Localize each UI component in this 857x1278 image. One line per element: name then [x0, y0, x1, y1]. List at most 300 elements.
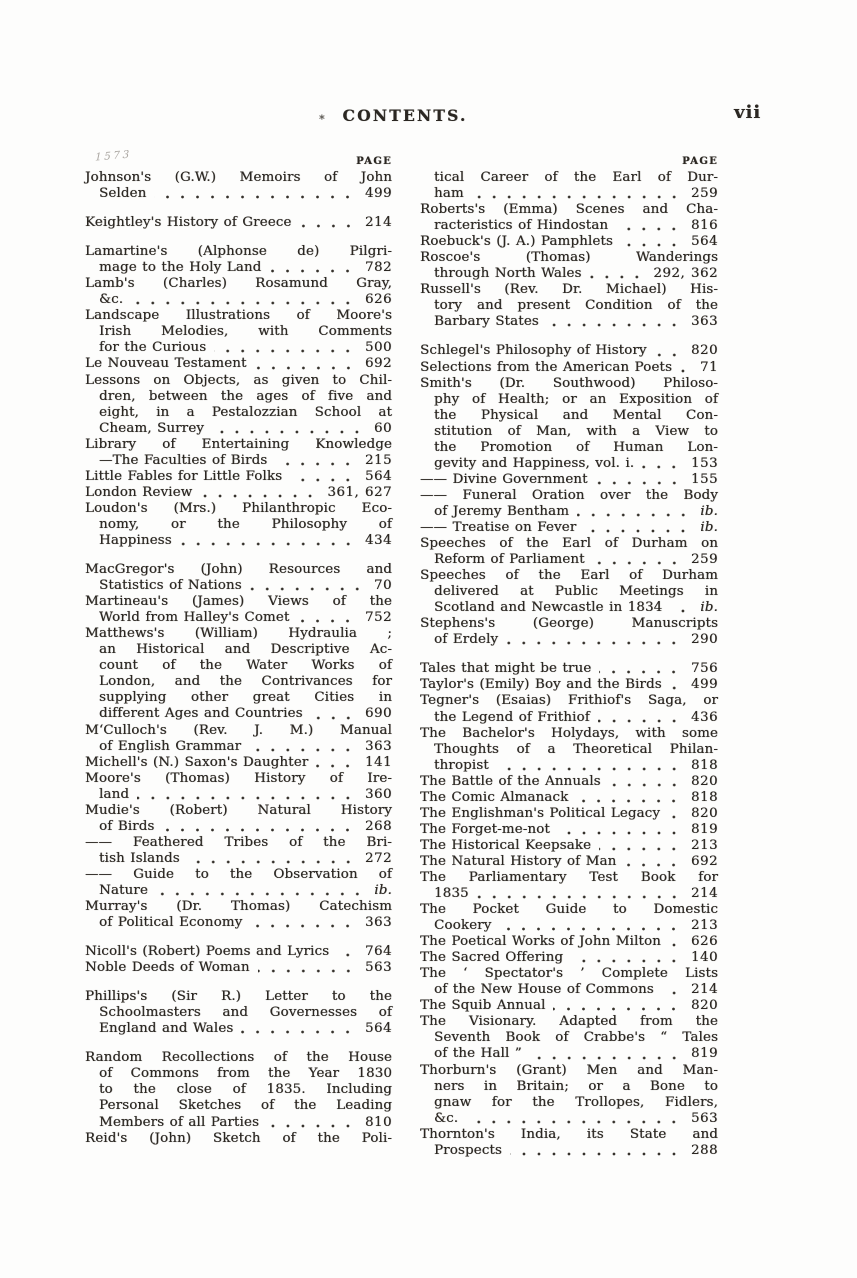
entry-page-number: 363	[364, 738, 392, 754]
dot-leader	[241, 1030, 361, 1034]
toc-entry-line: The Visionary. Adapted from the	[420, 1014, 718, 1030]
entry-page-number: 259	[690, 552, 718, 568]
dot-leader	[162, 828, 360, 832]
entry-page-number: 818	[690, 757, 718, 773]
toc-entry	[85, 244, 392, 276]
toc-entry-line: Landscape Illustrations of Moore's	[85, 308, 392, 324]
toc-entry-line: Speeches of the Earl of Durham on	[420, 536, 718, 552]
toc-entry-line	[420, 314, 718, 330]
toc-entry-line: Roberts's (Emma) Scenes and Cha-	[420, 202, 718, 218]
dot-leader	[188, 860, 361, 864]
entry-title-text: Schlegel's Philosophy of History	[420, 343, 647, 359]
entry-page-number: 213	[690, 837, 718, 853]
dot-leader	[269, 269, 361, 273]
entry-title-text: Statistics of Nations	[99, 578, 242, 594]
toc-entry-line: Lamartine's (Alphonse de) Pilgri-	[85, 244, 392, 260]
entry-page-number: 436	[690, 709, 718, 725]
toc-entry	[85, 501, 392, 549]
entry-page-number: 360	[364, 786, 392, 802]
dot-leader	[624, 863, 687, 867]
dot-leader	[316, 764, 361, 768]
toc-entry-line: stitution of Man, with a View to	[434, 423, 718, 439]
dot-leader	[200, 494, 323, 498]
entry-title-text: Reform of Parliament	[434, 552, 585, 568]
toc-entry	[85, 356, 392, 372]
toc-entry	[420, 838, 718, 854]
entry-title-text: The Comic Almanack	[420, 789, 569, 805]
dot-leader	[670, 686, 687, 690]
toc-entry	[85, 215, 392, 231]
toc-entry-line: Lamb's (Charles) Rosamund Gray,	[85, 276, 392, 292]
entry-title-text: of English Grammar	[99, 738, 242, 754]
toc-entry-line: —— Funeral Oration over the Body	[420, 487, 718, 503]
toc-entry-line: of Commons from the Year 1830	[99, 1066, 392, 1082]
entry-title-text: —— Divine Government	[420, 471, 588, 487]
toc-entry-line	[85, 186, 392, 202]
toc-entry-line	[85, 706, 392, 722]
toc-entry-line: Russell's (Rev. Dr. Michael) His-	[420, 282, 718, 298]
toc-entry	[85, 867, 392, 899]
entry-title-text: Taylor's (Emily) Boy and the Birds	[420, 677, 662, 693]
toc-entry	[85, 1131, 392, 1147]
toc-entry	[420, 616, 718, 648]
toc-entry-line	[420, 456, 718, 472]
toc-entry	[420, 1063, 718, 1127]
toc-entry-line: Moore's (Thomas) History of Ire-	[85, 770, 392, 786]
dot-leader	[599, 847, 687, 851]
toc-entry	[420, 282, 718, 330]
toc-entry-line: M‘Culloch's (Rev. J. M.) Manual	[85, 722, 392, 738]
entry-title-text: The Poetical Works of John Milton	[420, 934, 661, 950]
entry-title-text: The Battle of the Annuals	[420, 773, 601, 789]
toc-entry-line	[85, 1021, 392, 1037]
toc-entry-line	[85, 421, 392, 437]
entry-page-number: 268	[364, 818, 392, 834]
entry-title-text: the Legend of Frithiof	[434, 709, 590, 725]
toc-entry-line	[85, 883, 392, 899]
toc-entry	[420, 677, 718, 693]
entry-page-number: 215	[364, 452, 392, 468]
entry-title-text: Happiness	[99, 532, 172, 548]
toc-entry-line	[420, 600, 718, 616]
entry-page-number: 820	[690, 343, 718, 359]
toc-entry	[85, 373, 392, 437]
toc-entry-line	[85, 469, 392, 485]
entry-title-text: Keightley's History of Greece	[85, 215, 292, 231]
toc-entry	[420, 488, 718, 520]
toc-column-right	[420, 154, 718, 1159]
entry-page-number: ib.	[700, 519, 718, 535]
entry-title-text: London Review	[85, 484, 193, 500]
toc-entry-line	[420, 950, 718, 966]
toc-entry-line: phy of Health; or an Exposition of	[434, 391, 718, 407]
entry-title-text: of Birds	[99, 818, 155, 834]
dot-leader	[598, 719, 687, 723]
dot-leader	[477, 895, 687, 899]
dot-leader	[616, 227, 687, 231]
toc-entry	[85, 469, 392, 485]
toc-entry	[85, 1050, 392, 1130]
toc-entry	[85, 899, 392, 931]
toc-entry	[85, 989, 392, 1037]
toc-entry	[420, 376, 718, 472]
dot-leader	[642, 465, 687, 469]
toc-entry-line: eight, in a Pestalozzian School at	[99, 404, 392, 420]
dot-leader	[506, 641, 687, 645]
toc-entry-line: The Pocket Guide to Domestic	[420, 902, 718, 918]
dot-leader	[214, 349, 361, 353]
toc-entry-line	[85, 340, 392, 356]
toc-entry	[420, 170, 718, 202]
scan-artifact: 1573	[94, 148, 132, 164]
toc-entry-line	[85, 960, 392, 976]
entry-title-text: of Erdely	[434, 632, 499, 648]
entry-page-number: 692	[690, 853, 718, 869]
toc-columns	[85, 154, 718, 1159]
entry-title-text: Little Fables for Little Folks	[85, 468, 283, 484]
entry-title-text: mage to the Holy Land	[99, 260, 262, 276]
entry-title-text: Nature	[99, 882, 148, 898]
dot-leader	[154, 195, 361, 199]
toc-entry-line	[85, 578, 392, 594]
toc-column-left	[85, 154, 392, 1159]
entry-title-text: The Squib Annual	[420, 998, 546, 1014]
entry-page-number: 213	[690, 918, 718, 934]
toc-entry	[420, 822, 718, 838]
toc-entry	[420, 472, 718, 488]
toc-entry-line: Phillips's (Sir R.) Letter to the	[85, 989, 392, 1005]
entry-page-number: 292, 362	[653, 266, 718, 282]
dot-leader	[180, 542, 361, 546]
toc-entry-line: Smith's (Dr. Southwood) Philoso-	[420, 375, 718, 391]
entry-page-number: 764	[364, 944, 392, 960]
dot-leader	[311, 716, 361, 720]
dot-leader	[275, 462, 361, 466]
dot-leader	[290, 478, 361, 482]
toc-entry-line: Johnson's (G.W.) Memoirs of John	[85, 170, 392, 185]
toc-entry-line	[420, 998, 718, 1014]
toc-entry-line: tory and present Condition of the	[434, 298, 718, 314]
entry-page-number: 214	[364, 215, 392, 231]
entry-title-text: racteristics of Hindostan	[434, 218, 609, 234]
toc-entry-line: Speeches of the Earl of Durham	[420, 568, 718, 584]
entry-page-number: 756	[690, 661, 718, 677]
entry-page-number: 564	[690, 234, 718, 250]
toc-entry-line: an Historical and Descriptive Ac-	[99, 642, 392, 658]
toc-entry-line	[420, 632, 718, 648]
toc-entry	[420, 998, 718, 1014]
entry-page-number: 564	[364, 468, 392, 484]
dot-leader	[655, 353, 687, 357]
toc-entry-line	[420, 854, 718, 870]
toc-entry-line: Thoughts of a Theoretical Philan-	[434, 741, 718, 757]
entry-page-number: 272	[364, 850, 392, 866]
toc-entry-line	[85, 944, 392, 960]
entry-page-number: 690	[364, 706, 392, 722]
toc-entry	[420, 250, 718, 282]
column-page-label: PAGE	[682, 156, 718, 167]
entry-title-text: Tales that might be true	[420, 661, 592, 677]
toc-entry-line	[85, 1115, 392, 1131]
toc-entry	[420, 1014, 718, 1062]
toc-entry-line	[85, 739, 392, 755]
entry-title-text: The Historical Keepsake	[420, 837, 592, 853]
entry-title-text: &c.	[434, 1110, 459, 1126]
entry-page-number: 499	[364, 186, 392, 202]
dot-leader	[596, 481, 687, 485]
toc-entry-line	[420, 677, 718, 693]
dot-leader	[584, 529, 696, 533]
toc-entry	[420, 806, 718, 822]
entry-page-number: 500	[364, 340, 392, 356]
toc-entry-line: Thorburn's (Grant) Men and Man-	[420, 1062, 718, 1078]
toc-entry-line: supplying other great Cities in	[99, 690, 392, 706]
entry-title-text: The Sacred Offering	[420, 950, 564, 966]
entry-title-text: Roebuck's (J. A.) Pamphlets	[420, 234, 613, 250]
entry-page-number: 820	[690, 805, 718, 821]
toc-entry	[85, 626, 392, 722]
entry-title-text: Michell's (N.) Saxon's Daughter	[85, 754, 309, 770]
entry-page-number: 563	[690, 1110, 718, 1126]
toc-entry	[420, 934, 718, 950]
entry-page-number: 70	[373, 578, 392, 594]
entry-page-number: 288	[690, 1142, 718, 1158]
entry-title-text: Noble Deeds of Woman	[85, 960, 250, 976]
dot-leader	[131, 301, 361, 305]
toc-entry	[420, 726, 718, 774]
toc-entry-line	[420, 504, 718, 520]
toc-entry	[85, 944, 392, 960]
entry-title-text: 1835	[434, 886, 469, 902]
toc-entry-line	[420, 886, 718, 902]
toc-entry-line: nomy, or the Philosophy of	[99, 516, 392, 532]
toc-entry	[420, 661, 718, 677]
toc-entry-line	[85, 533, 392, 549]
entry-title-text: Members of all Parties	[99, 1114, 259, 1130]
entry-page-number: 60	[373, 420, 392, 436]
toc-entry-line: dren, between the ages of five and	[99, 388, 392, 404]
entry-title-text: through North Wales	[434, 266, 582, 282]
toc-entry	[420, 854, 718, 870]
toc-entry-line: Tegner's (Esaias) Frithiof's Saga, or	[420, 693, 718, 709]
entry-page-number: 819	[690, 821, 718, 837]
entry-page-number: 626	[364, 292, 392, 308]
dot-leader	[558, 831, 687, 835]
entry-page-number: 563	[364, 960, 392, 976]
toc-entry-line	[420, 360, 718, 376]
toc-entry-line: Random Recollections of the House	[85, 1050, 392, 1066]
toc-entry-line	[420, 218, 718, 234]
entry-title-text: —— Treatise on Fever	[420, 519, 577, 535]
toc-entry-line	[85, 215, 392, 231]
entry-title-text: ham	[434, 186, 464, 202]
entry-page-number: 782	[364, 260, 392, 276]
entry-page-number: 692	[364, 356, 392, 372]
toc-entry-line	[85, 453, 392, 469]
entry-page-number: 214	[690, 886, 718, 902]
entry-title-text: tish Islands	[99, 850, 180, 866]
dot-leader	[212, 430, 370, 434]
dot-leader	[297, 619, 361, 623]
toc-entry-line	[85, 819, 392, 835]
dot-leader	[670, 609, 696, 613]
toc-entry-line	[420, 934, 718, 950]
toc-entry-line	[420, 774, 718, 790]
dot-leader	[577, 513, 696, 517]
toc-entries	[420, 170, 718, 1159]
toc-entry-line: count of the Water Works of	[99, 658, 392, 674]
toc-entry-line: Thornton's India, its State and	[420, 1126, 718, 1142]
dot-leader	[668, 815, 687, 819]
toc-entry	[420, 1127, 718, 1159]
entry-page-number: ib.	[700, 600, 718, 616]
dot-leader	[599, 670, 687, 674]
entry-page-number: ib.	[700, 503, 718, 519]
dot-leader	[250, 587, 370, 591]
entry-page-number: 626	[690, 934, 718, 950]
entry-page-number: 752	[364, 610, 392, 626]
entry-page-number: 434	[364, 532, 392, 548]
toc-entry	[85, 276, 392, 308]
toc-entry	[420, 234, 718, 250]
entry-title-text: —The Faculties of Birds	[99, 452, 268, 468]
entry-title-text: thropist	[434, 757, 489, 773]
toc-entry	[85, 803, 392, 835]
toc-entry-line	[420, 1111, 718, 1127]
folio-number: vii	[734, 102, 762, 123]
toc-entry-line	[85, 292, 392, 308]
entry-page-number: 155	[690, 471, 718, 487]
entry-title-text: gevity and Happiness, vol. i.	[434, 455, 635, 471]
toc-entry-line: —— Feathered Tribes of the Bri-	[85, 834, 392, 850]
dot-leader	[590, 275, 650, 279]
column-page-label: PAGE	[356, 156, 392, 167]
toc-entry-line: —— Guide to the Observation of	[85, 866, 392, 882]
toc-entry	[420, 202, 718, 234]
toc-entry-line	[420, 822, 718, 838]
entry-page-number: 820	[690, 998, 718, 1014]
entry-title-text: different Ages and Countries	[99, 706, 303, 722]
toc-entry-line	[85, 851, 392, 867]
toc-entry	[85, 723, 392, 755]
toc-entry	[420, 790, 718, 806]
entry-title-text: Selections from the American Poets	[420, 359, 672, 375]
toc-entry	[420, 536, 718, 568]
dot-leader	[669, 943, 687, 947]
dot-leader	[300, 224, 361, 228]
entry-page-number: 363	[690, 314, 718, 330]
toc-entry-line: Martineau's (James) Views of the	[85, 594, 392, 610]
entry-page-number: 810	[364, 1114, 392, 1130]
entry-page-number: 290	[690, 632, 718, 648]
toc-entry	[420, 774, 718, 790]
toc-entry-line	[420, 472, 718, 488]
entry-title-text: Cheam, Surrey	[99, 420, 205, 436]
toc-entry-line: Roscoe's (Thomas) Wanderings	[420, 250, 718, 266]
toc-entry	[420, 360, 718, 376]
toc-entry-line	[420, 838, 718, 854]
entry-title-text: Selden	[99, 186, 147, 202]
toc-entry-line	[420, 520, 718, 536]
toc-entry-line: Reid's (John) Sketch of the Poli-	[85, 1130, 392, 1146]
entry-title-text: of Political Economy	[99, 915, 243, 931]
toc-entry-line	[420, 661, 718, 677]
entry-page-number: 140	[690, 950, 718, 966]
dot-leader	[472, 195, 687, 199]
entry-page-number: 499	[690, 677, 718, 693]
entry-title-text: Scotland and Newcastle in 1834	[434, 600, 663, 616]
toc-entry	[85, 755, 392, 771]
toc-entry-line	[420, 982, 718, 998]
toc-entry	[85, 437, 392, 469]
dot-leader	[571, 959, 687, 963]
entry-title-text: &c.	[99, 292, 124, 308]
toc-entry-line	[420, 918, 718, 934]
dot-leader	[499, 927, 687, 931]
toc-entry-line	[420, 710, 718, 726]
toc-entry	[85, 562, 392, 594]
entry-title-text: The Englishman's Political Legacy	[420, 805, 661, 821]
entry-title-text: for the Curious	[99, 340, 207, 356]
dot-leader	[250, 924, 361, 928]
entry-page-number: 153	[690, 455, 718, 471]
entry-page-number: 361, 627	[327, 484, 392, 500]
toc-entry-line: Murray's (Dr. Thomas) Catechism	[85, 899, 392, 915]
toc-entry-line: tical Career of the Earl of Dur-	[434, 170, 718, 185]
dot-leader	[267, 1124, 361, 1128]
entry-page-number: 363	[364, 915, 392, 931]
toc-entry-line	[85, 787, 392, 803]
dot-leader	[337, 953, 361, 957]
toc-entry-line: Library of Entertaining Knowledge	[85, 436, 392, 452]
toc-entry-line: Schoolmasters and Governesses of	[99, 1005, 392, 1021]
toc-entry	[420, 520, 718, 536]
toc-entry	[420, 568, 718, 616]
toc-entry-line	[420, 552, 718, 568]
entry-page-number: 71	[699, 359, 718, 375]
toc-entry	[85, 308, 392, 356]
dot-leader	[156, 892, 370, 896]
toc-entry	[420, 950, 718, 966]
toc-entry-line: delivered at Public Meetings in	[434, 584, 718, 600]
toc-entry-line: Stephens's (George) Manuscripts	[420, 616, 718, 632]
toc-entry-line: Seventh Book of Crabbe's “ Tales	[434, 1030, 718, 1046]
toc-entry	[85, 771, 392, 803]
toc-entry	[85, 170, 392, 202]
dot-leader	[530, 1056, 687, 1060]
toc-entry-line	[85, 610, 392, 626]
entry-title-text: Cookery	[434, 918, 492, 934]
toc-entry-line: to the close of 1835. Including	[99, 1082, 392, 1098]
toc-entry-line	[420, 1143, 718, 1159]
running-head	[0, 102, 857, 132]
toc-entry-line: gnaw for the Trollopes, Fidlers,	[434, 1094, 718, 1110]
entry-title-text: Prospects	[434, 1142, 502, 1158]
dot-leader	[609, 783, 687, 787]
dot-leader	[466, 1120, 687, 1124]
entry-title-text: Nicoll's (Robert) Poems and Lyrics	[85, 944, 330, 960]
entry-title-text: of the Hall ”	[434, 1046, 522, 1062]
dot-leader	[680, 369, 696, 373]
toc-entry-line: Lessons on Objects, as given to Chil-	[85, 372, 392, 388]
toc-entry-line	[420, 790, 718, 806]
toc-entry-line	[420, 343, 718, 359]
toc-entry-line	[420, 1046, 718, 1062]
entry-page-number: 818	[690, 789, 718, 805]
toc-entry-line: Mudie's (Robert) Natural History	[85, 802, 392, 818]
page-title: CONTENTS.	[342, 106, 468, 125]
dot-leader	[137, 796, 361, 800]
